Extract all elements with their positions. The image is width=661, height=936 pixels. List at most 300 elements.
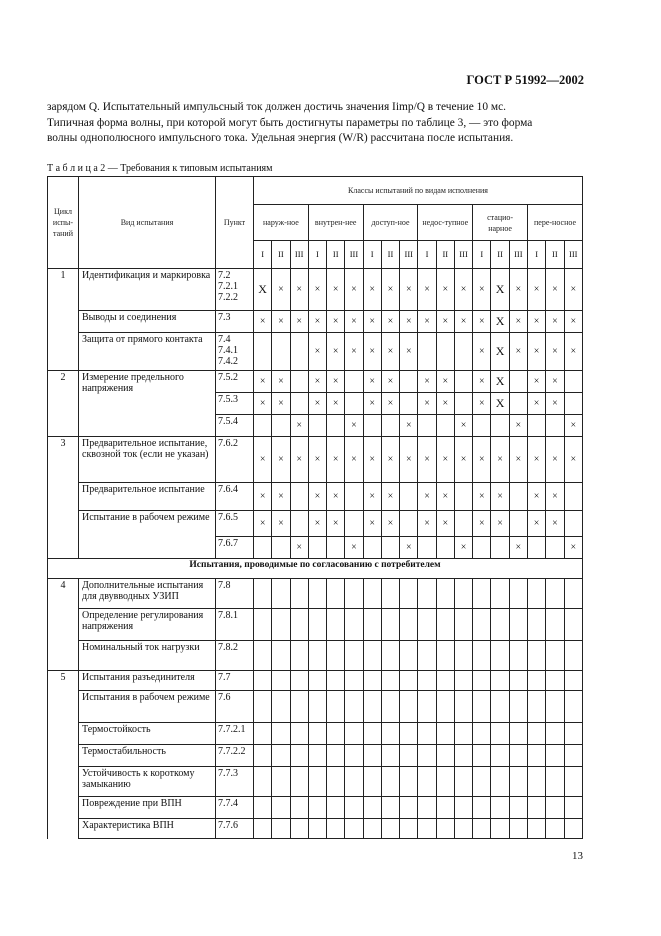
mark-cell: × <box>418 371 436 393</box>
mark-cell <box>473 797 491 819</box>
mark-cell <box>254 609 272 641</box>
mark-cell <box>491 745 509 767</box>
mark-cell: × <box>418 483 436 511</box>
mark-cell: × <box>272 371 290 393</box>
mark-cell <box>436 691 454 723</box>
mark-cell <box>400 723 418 745</box>
clause-number: 7.4 <box>218 334 231 345</box>
roman-header-cell: II <box>327 241 345 269</box>
mark-cell: × <box>308 511 326 537</box>
mark-cell <box>290 797 308 819</box>
requirements-table <box>47 176 583 839</box>
mark-cell <box>400 609 418 641</box>
mark-cell <box>509 819 527 839</box>
mark-cell <box>546 767 564 797</box>
mark-cell <box>418 609 436 641</box>
mark-cell <box>454 609 472 641</box>
mark-cell <box>345 671 363 691</box>
mark-cell <box>436 745 454 767</box>
mark-cell <box>272 819 290 839</box>
mark-cell <box>272 767 290 797</box>
clause-cell: 7.7 <box>216 671 254 691</box>
mark-cell: × <box>327 311 345 333</box>
cycle-cell: 5 <box>48 671 79 691</box>
mark-cell: × <box>473 483 491 511</box>
mark-cell <box>454 723 472 745</box>
clause-number: 7.6.5 <box>218 512 238 523</box>
mark-cell: × <box>381 311 399 333</box>
group-header: внутрен-нее <box>308 205 363 241</box>
mark-cell: × <box>527 269 545 311</box>
clause-cell: 7.8.1 <box>216 609 254 641</box>
mark-cell <box>454 511 472 537</box>
mark-cell: × <box>436 371 454 393</box>
table-row <box>48 797 583 819</box>
cycle-cell <box>48 311 79 333</box>
mark-cell <box>345 819 363 839</box>
mark-cell <box>254 745 272 767</box>
mark-cell <box>363 797 381 819</box>
mark-cell: × <box>308 393 326 415</box>
mark-cell <box>308 691 326 723</box>
mark-cell: × <box>454 311 472 333</box>
mark-cell: × <box>290 415 308 437</box>
clause-cell: 7.7.6 <box>216 819 254 839</box>
mark-cell <box>327 819 345 839</box>
mark-cell <box>308 671 326 691</box>
mark-cell <box>491 415 509 437</box>
mark-cell <box>491 691 509 723</box>
mark-cell <box>418 579 436 609</box>
mark-cell <box>546 797 564 819</box>
intro-paragraph <box>47 100 582 147</box>
mark-cell <box>363 415 381 437</box>
mark-cell <box>418 819 436 839</box>
cycle-cell <box>48 609 79 641</box>
mark-cell: × <box>254 483 272 511</box>
mark-cell <box>546 579 564 609</box>
table-row <box>48 269 583 311</box>
mark-cell: X <box>491 269 509 311</box>
mark-cell <box>436 767 454 797</box>
clause-header: Пункт <box>216 177 254 269</box>
mark-cell <box>272 579 290 609</box>
mark-cell <box>436 819 454 839</box>
mark-cell: × <box>491 483 509 511</box>
mark-cell <box>527 415 545 437</box>
roman-header-cell: I <box>473 241 491 269</box>
mark-cell <box>527 537 545 559</box>
mark-cell <box>509 579 527 609</box>
mark-cell <box>509 691 527 723</box>
mark-cell <box>272 691 290 723</box>
mark-cell <box>290 333 308 371</box>
mark-cell <box>381 579 399 609</box>
mark-cell <box>436 723 454 745</box>
mark-cell: × <box>564 537 582 559</box>
table-row <box>48 745 583 767</box>
test-name-cell: Характеристика ВПН <box>79 819 216 839</box>
mark-cell <box>418 333 436 371</box>
mark-cell: × <box>527 333 545 371</box>
mark-cell: × <box>546 333 564 371</box>
clause-cell <box>216 483 254 511</box>
table-row <box>48 819 583 839</box>
mark-cell: × <box>473 371 491 393</box>
mark-cell: × <box>272 511 290 537</box>
mark-cell <box>290 671 308 691</box>
mark-cell <box>254 537 272 559</box>
table-row <box>48 723 583 745</box>
mark-cell <box>254 767 272 797</box>
mark-cell <box>491 723 509 745</box>
clause-cell <box>216 269 254 311</box>
mark-cell <box>400 691 418 723</box>
mark-cell: × <box>418 311 436 333</box>
mark-cell <box>254 641 272 671</box>
mark-cell: × <box>272 437 290 483</box>
cycle-cell <box>48 691 79 723</box>
mark-cell <box>345 609 363 641</box>
mark-cell <box>527 641 545 671</box>
mark-cell: × <box>272 311 290 333</box>
mark-cell <box>509 723 527 745</box>
mark-cell <box>400 767 418 797</box>
mark-cell: × <box>345 333 363 371</box>
mark-cell: × <box>381 371 399 393</box>
mark-cell <box>491 579 509 609</box>
mark-cell: × <box>454 437 472 483</box>
mark-cell: × <box>527 511 545 537</box>
mark-cell: × <box>418 269 436 311</box>
test-name-cell: Испытания в рабочем режиме <box>79 691 216 723</box>
mark-cell <box>272 797 290 819</box>
mark-cell <box>345 511 363 537</box>
cycle-cell <box>48 797 79 819</box>
mark-cell: × <box>546 371 564 393</box>
mark-cell <box>454 579 472 609</box>
mark-cell <box>546 609 564 641</box>
roman-header-cell: II <box>272 241 290 269</box>
cycle-cell <box>48 537 79 559</box>
mark-cell <box>345 393 363 415</box>
clause-cell <box>216 333 254 371</box>
mark-cell: × <box>418 393 436 415</box>
mark-cell <box>363 537 381 559</box>
mark-cell <box>254 415 272 437</box>
mark-cell: × <box>400 333 418 371</box>
group-header: доступ-ное <box>363 205 418 241</box>
clause-number: 7.4.1 <box>218 345 238 356</box>
mark-cell <box>345 483 363 511</box>
mark-cell <box>436 537 454 559</box>
mark-cell <box>290 819 308 839</box>
mark-cell: X <box>491 333 509 371</box>
mark-cell <box>327 609 345 641</box>
mark-cell: × <box>381 269 399 311</box>
clause-cell <box>216 415 254 437</box>
clause-cell <box>216 393 254 415</box>
cycle-cell <box>48 393 79 415</box>
mark-cell <box>473 609 491 641</box>
clause-cell <box>216 311 254 333</box>
mark-cell <box>290 483 308 511</box>
clause-number: 7.5.3 <box>218 394 238 405</box>
mark-cell <box>400 671 418 691</box>
mark-cell <box>254 797 272 819</box>
mark-cell <box>327 671 345 691</box>
mark-cell <box>308 609 326 641</box>
table-row <box>48 671 583 691</box>
mark-cell <box>418 537 436 559</box>
mark-cell: × <box>308 483 326 511</box>
standard-designation: ГОСТ Р 51992—2002 <box>466 73 584 87</box>
mark-cell <box>418 767 436 797</box>
mark-cell <box>454 691 472 723</box>
cycle-cell <box>48 415 79 437</box>
mark-cell <box>527 797 545 819</box>
mark-cell <box>327 745 345 767</box>
mark-cell: × <box>308 311 326 333</box>
mark-cell <box>254 691 272 723</box>
mark-cell <box>363 609 381 641</box>
roman-header-cell: III <box>454 241 472 269</box>
mark-cell: × <box>436 511 454 537</box>
mark-cell <box>564 371 582 393</box>
mark-cell <box>290 745 308 767</box>
clause-cell: 7.7.2.2 <box>216 745 254 767</box>
mark-cell <box>381 745 399 767</box>
mark-cell <box>491 641 509 671</box>
mark-cell <box>327 691 345 723</box>
roman-header-cell: III <box>345 241 363 269</box>
mark-cell <box>381 691 399 723</box>
mark-cell <box>272 415 290 437</box>
mark-cell: × <box>327 393 345 415</box>
cycle-cell <box>48 819 79 839</box>
mark-cell <box>564 483 582 511</box>
mark-cell: × <box>473 437 491 483</box>
header-row <box>48 177 583 205</box>
mark-cell <box>473 767 491 797</box>
mark-cell <box>546 723 564 745</box>
table-row <box>48 483 583 511</box>
mark-cell: × <box>527 483 545 511</box>
mark-cell: × <box>308 333 326 371</box>
mark-cell <box>290 579 308 609</box>
mark-cell: × <box>254 437 272 483</box>
mark-cell <box>436 797 454 819</box>
mark-cell <box>527 691 545 723</box>
mark-cell: × <box>363 437 381 483</box>
mark-cell: × <box>327 483 345 511</box>
mark-cell <box>564 393 582 415</box>
mark-cell: × <box>272 393 290 415</box>
cycle-cell: 1 <box>48 269 79 311</box>
mark-cell: × <box>327 437 345 483</box>
mark-cell <box>473 415 491 437</box>
table-row <box>48 511 583 537</box>
mark-cell: × <box>290 537 308 559</box>
mark-cell <box>491 537 509 559</box>
table-row <box>48 579 583 609</box>
mark-cell <box>564 579 582 609</box>
mark-cell <box>290 371 308 393</box>
mark-cell: × <box>345 269 363 311</box>
mark-cell: × <box>473 311 491 333</box>
mark-cell: × <box>509 437 527 483</box>
mark-cell <box>418 723 436 745</box>
mark-cell <box>546 745 564 767</box>
mark-cell <box>491 671 509 691</box>
mark-cell <box>564 723 582 745</box>
mark-cell <box>473 537 491 559</box>
mark-cell <box>308 767 326 797</box>
mark-cell: × <box>473 393 491 415</box>
mark-cell <box>272 537 290 559</box>
cycle-cell: 3 <box>48 437 79 483</box>
cycle-cell: 4 <box>48 579 79 609</box>
mark-cell <box>473 819 491 839</box>
mark-cell <box>272 723 290 745</box>
mark-cell: × <box>527 311 545 333</box>
roman-header-cell: III <box>509 241 527 269</box>
mark-cell <box>454 745 472 767</box>
mark-cell <box>564 641 582 671</box>
mark-cell <box>290 767 308 797</box>
mark-cell <box>327 579 345 609</box>
mark-cell: × <box>400 269 418 311</box>
mark-cell: × <box>400 537 418 559</box>
mark-cell: × <box>509 333 527 371</box>
roman-header-cell: II <box>436 241 454 269</box>
test-name-cell: Идентификация и маркировка <box>79 269 216 311</box>
clause-cell <box>216 511 254 537</box>
mark-cell <box>290 723 308 745</box>
mark-cell <box>381 415 399 437</box>
mark-cell <box>308 641 326 671</box>
cycle-cell <box>48 333 79 371</box>
mark-cell: X <box>491 311 509 333</box>
cycle-cell <box>48 483 79 511</box>
mark-cell: × <box>546 393 564 415</box>
clause-number: 7.3 <box>218 312 231 323</box>
table-row <box>48 311 583 333</box>
mark-cell <box>454 393 472 415</box>
mark-cell <box>564 691 582 723</box>
mark-cell: × <box>509 537 527 559</box>
mark-cell <box>400 371 418 393</box>
mark-cell: × <box>363 483 381 511</box>
clause-number: 7.4.2 <box>218 356 238 367</box>
mark-cell: × <box>308 371 326 393</box>
mark-cell <box>308 745 326 767</box>
clause-cell <box>216 371 254 393</box>
mark-cell: X <box>491 371 509 393</box>
mark-cell <box>509 767 527 797</box>
mark-cell <box>363 745 381 767</box>
mark-cell: × <box>546 269 564 311</box>
group-header: недос-тупное <box>418 205 473 241</box>
mark-cell <box>527 609 545 641</box>
test-name-cell: Защита от прямого контакта <box>79 333 216 371</box>
mark-cell: × <box>363 269 381 311</box>
mark-cell <box>491 767 509 797</box>
test-name-cell: Устойчивость к короткому замыканию <box>79 767 216 797</box>
clause-number: 7.6.7 <box>218 538 238 549</box>
test-name-cell: Измерение предельного напряжения <box>79 371 216 437</box>
mark-cell <box>564 819 582 839</box>
mark-cell <box>509 393 527 415</box>
mark-cell <box>454 797 472 819</box>
mark-cell: × <box>381 437 399 483</box>
mark-cell <box>345 579 363 609</box>
roman-header-cell: I <box>308 241 326 269</box>
roman-header-cell: I <box>527 241 545 269</box>
mark-cell <box>345 797 363 819</box>
mark-cell <box>290 691 308 723</box>
mark-cell <box>308 797 326 819</box>
mark-cell <box>509 671 527 691</box>
cycle-cell <box>48 767 79 797</box>
mark-cell <box>290 641 308 671</box>
mark-cell <box>381 819 399 839</box>
clause-cell: 7.8.2 <box>216 641 254 671</box>
mark-cell <box>345 371 363 393</box>
mark-cell: × <box>436 269 454 311</box>
mark-cell <box>546 537 564 559</box>
roman-header-cell: III <box>400 241 418 269</box>
test-type-header: Вид испытания <box>79 177 216 269</box>
mark-cell <box>308 579 326 609</box>
mark-cell: × <box>345 437 363 483</box>
table-row <box>48 371 583 393</box>
table-row <box>48 767 583 797</box>
mark-cell: × <box>546 437 564 483</box>
mark-cell: × <box>400 415 418 437</box>
mark-cell <box>418 671 436 691</box>
mark-cell <box>473 579 491 609</box>
mark-cell: X <box>491 393 509 415</box>
mark-cell: × <box>564 415 582 437</box>
clause-number: 7.2 <box>218 270 231 281</box>
test-name-cell: Термостабильность <box>79 745 216 767</box>
mark-cell <box>400 483 418 511</box>
cycle-cell <box>48 511 79 537</box>
mark-cell: × <box>290 269 308 311</box>
mark-cell <box>436 415 454 437</box>
mark-cell: × <box>345 311 363 333</box>
mark-cell: × <box>290 437 308 483</box>
mark-cell <box>400 579 418 609</box>
mark-cell: × <box>509 311 527 333</box>
mark-cell <box>454 371 472 393</box>
mark-cell: × <box>436 311 454 333</box>
mark-cell <box>527 579 545 609</box>
mark-cell <box>381 671 399 691</box>
clause-number: 7.2.2 <box>218 292 238 303</box>
mark-cell: × <box>564 437 582 483</box>
mark-cell <box>254 333 272 371</box>
mark-cell: × <box>363 311 381 333</box>
table-row <box>48 437 583 483</box>
mark-cell: × <box>381 393 399 415</box>
mark-cell: × <box>546 511 564 537</box>
mark-cell <box>400 511 418 537</box>
test-name-cell: Дополнительные испытания для двувводных УЗИП <box>79 579 216 609</box>
mark-cell <box>327 767 345 797</box>
mark-cell <box>454 671 472 691</box>
